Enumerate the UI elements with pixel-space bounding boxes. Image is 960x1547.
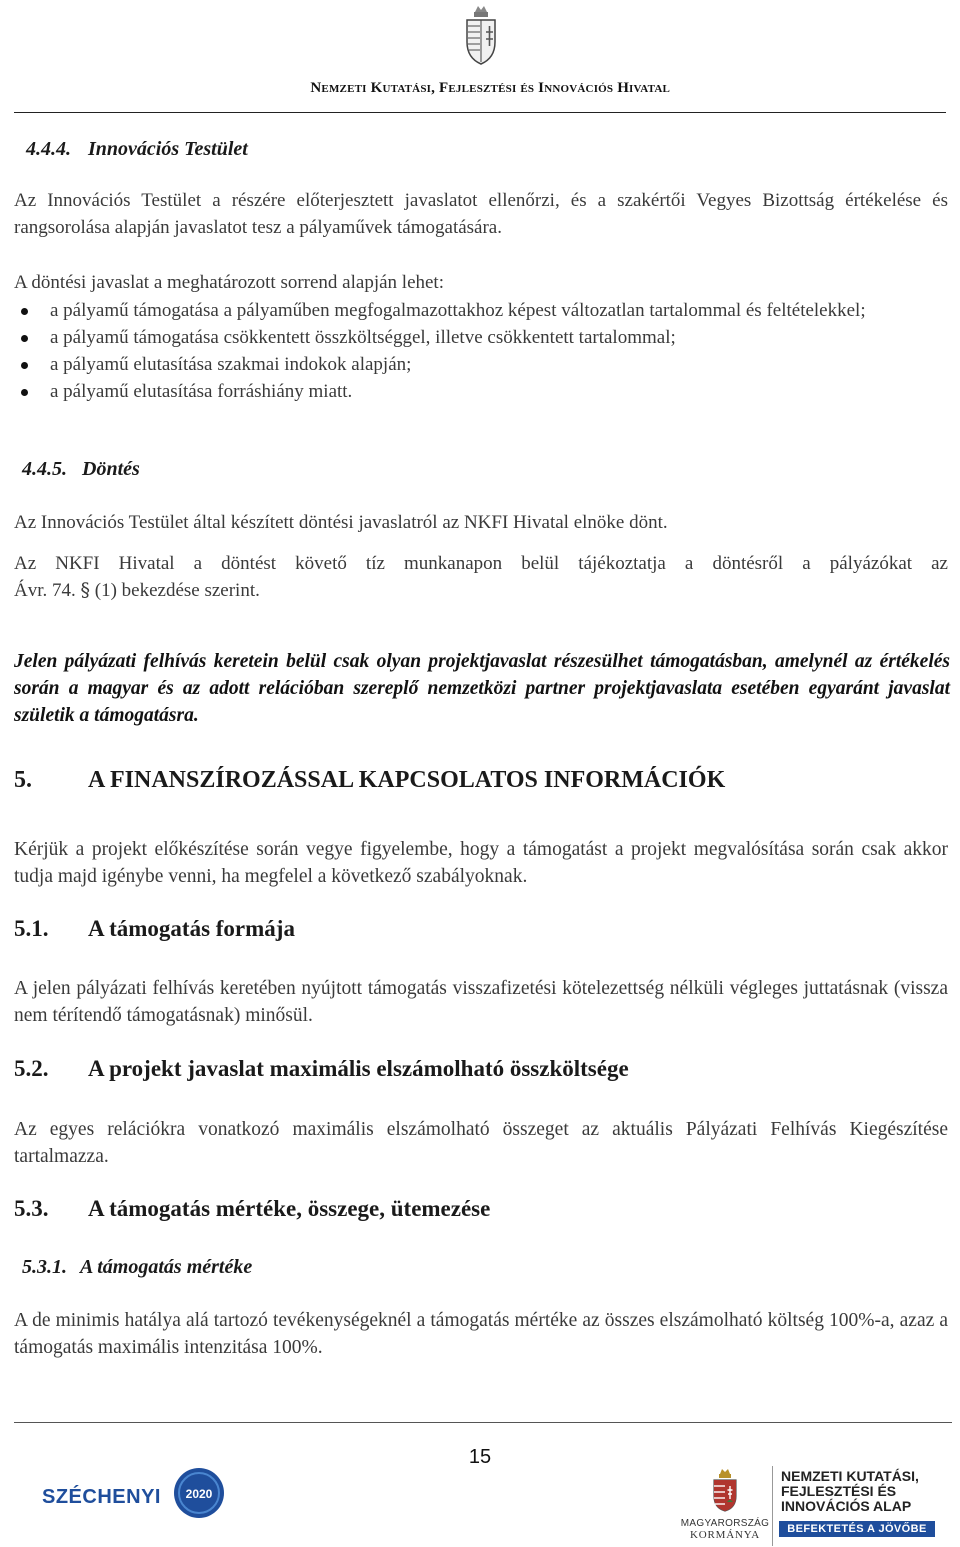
heading-number: 4.4.4.	[26, 138, 71, 160]
heading-number: 5.3.1.	[22, 1256, 67, 1278]
bullet-icon	[21, 335, 28, 342]
szechenyi-year: 2020	[185, 1487, 213, 1501]
nkfi-line3: INNOVÁCIÓS ALAP	[781, 1498, 912, 1514]
nkfi-line1: NEMZETI KUTATÁSI,	[781, 1468, 919, 1484]
heading-number: 5.3.	[14, 1196, 49, 1221]
paragraph-5-2: Az egyes relációkra vonatkozó maximális elszámolható összeget az aktuális Pályázati Felhívás Kiegészítése tartalmazza.	[14, 1119, 948, 1167]
paragraph-5-1: A jelen pályázati felhívás keretében nyújtott támogatás visszafizetési kötelezettség nélküli végleges juttatásnak (vissza nem térítendő támogatásnak) minősül.	[14, 978, 948, 1026]
page-number: 15	[468, 1446, 492, 1468]
gov-line1: MAGYARORSZÁG	[680, 1518, 770, 1529]
nkfi-slogan-band	[779, 1521, 935, 1537]
paragraph-dontes-2a: Az NKFI Hivatal a döntést követő tíz munkanapon belül tájékoztatja a döntésről a pályázókat az	[14, 553, 948, 574]
paragraph-dontesi-intro: A döntési javaslat a meghatározott sorrend alapján lehet:	[14, 272, 444, 293]
funding-eligibility-notice: Jelen pályázati felhívás keretein belül csak olyan projektjavaslat részesülhet támogatásban, amelynél az értékelés során a magyar és az adott relációban szereplő nemzetközi partner projektjavaslata esetében egyaránt javaslat születik a támogatásra.	[14, 651, 950, 726]
list-item: a pályamű támogatása csökkentett összköltséggel, illetve csökkentett tartalommal;	[14, 324, 950, 351]
heading-4-4-4	[26, 138, 248, 161]
nkfi-line2: FEJLESZTÉSI ÉS	[781, 1483, 897, 1499]
government-logo	[680, 1466, 770, 1544]
list-item: a pályamű elutasítása forráshiány miatt.	[14, 378, 950, 405]
heading-number: 5.	[14, 767, 32, 793]
heading-title: A támogatás formája	[88, 916, 295, 941]
nkfi-slogan: BEFEKTETÉS A JÖVŐBE	[787, 1523, 927, 1535]
szechenyi-2020-logo	[42, 1478, 242, 1518]
section-symbol: §	[80, 579, 90, 601]
bullet-icon	[21, 389, 28, 396]
heading-title: A FINANSZÍROZÁSSAL KAPCSOLATOS INFORMÁCIÓK	[88, 767, 726, 793]
heading-title: Döntés	[82, 458, 140, 480]
header-coat-of-arms	[462, 2, 500, 66]
gov-line2: KORMÁNYA	[690, 1529, 760, 1541]
heading-title: A projekt javaslat maximális elszámolható összköltsége	[88, 1056, 629, 1081]
heading-title: A támogatás mértéke	[80, 1256, 253, 1278]
heading-5-3	[14, 1196, 490, 1222]
heading-title: A támogatás mértéke, összege, ütemezése	[88, 1196, 491, 1221]
list-item: a pályamű támogatása a pályaműben megfogalmazottakhoz képest változatlan tartalommal és feltételekkel;	[14, 297, 950, 324]
heading-4-4-5	[22, 458, 140, 481]
heading-5	[14, 767, 725, 794]
paragraph-dontes-2b: Ávr. 74. § (1) bekezdése szerint.	[14, 579, 260, 601]
header-organization-name: Nemzeti Kutatási, Fejlesztési és Innovációs Hivatal	[310, 80, 670, 96]
heading-number: 4.4.5.	[22, 458, 67, 480]
list-item: a pályamű elutasítása szakmai indokok alapján;	[14, 351, 950, 378]
paragraph-dontes-1: Az Innovációs Testület által készített döntési javaslatról az NKFI Hivatal elnöke dönt.	[14, 512, 668, 533]
decision-options-list	[14, 297, 950, 405]
footer-rule	[14, 1422, 952, 1423]
paragraph-5: Kérjük a projekt előkészítése során vegye figyelembe, hogy a támogatást a projekt megvalósítása során csak akkor tudja majd igénybe venni, ha megfelel a következő szabályoknak.	[14, 839, 948, 887]
coat-of-arms-icon	[711, 1466, 739, 1512]
heading-5-2	[14, 1056, 629, 1082]
heading-number: 5.1.	[14, 916, 49, 941]
bullet-icon	[21, 308, 28, 315]
header-rule	[14, 112, 946, 113]
heading-5-1	[14, 916, 295, 942]
bullet-icon	[21, 362, 28, 369]
nkfi-alap-logo	[772, 1466, 941, 1546]
heading-5-3-1	[22, 1256, 252, 1279]
szechenyi-word: SZÉCHENYI	[42, 1486, 161, 1508]
paragraph-5-3-1: A de minimis hatálya alá tartozó tevékenységeknél a támogatás mértéke az összes elszámolható költség 100%-a, azaz a támogatás maximális intenzitása 100%.	[14, 1310, 948, 1358]
heading-title: Innovációs Testület	[88, 138, 248, 160]
heading-number: 5.2.	[14, 1056, 49, 1081]
paragraph-innovacios-testulet: Az Innovációs Testület a részére előterjesztett javaslatot ellenőrzi, és a szakértői Vegyes Bizottság értékelése és rangsorolása alapján javaslatot tesz a pályaművek támogatására.	[14, 190, 948, 238]
